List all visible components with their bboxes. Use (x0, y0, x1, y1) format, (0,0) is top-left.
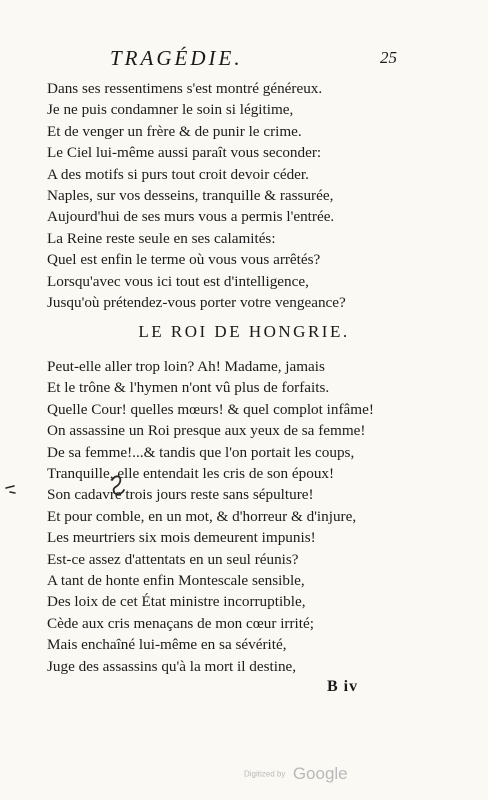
verse-line: Quel est enfin le terme où vous vous arrêtés? (47, 251, 321, 269)
verse-line: Est-ce assez d'attentats en un seul réunis? (47, 550, 299, 568)
verse-line: Des loix de cet État ministre incorruptible, (47, 593, 306, 611)
verse-line: Lorsqu'avec vous ici tout est d'intelligence, (47, 272, 309, 290)
digitized-prefix: Digitized by (244, 769, 286, 779)
verse-line: Naples, sur vos desseins, tranquille & rassurée, (47, 187, 334, 205)
digitized-watermark (244, 764, 348, 784)
verse-line: La Reine reste seule en ses calamités: (47, 229, 276, 247)
verse-line: On assassine un Roi presque aux yeux de sa femme! (47, 422, 366, 440)
verse-line: Juge des assassins qu'à la mort il destine, (47, 657, 297, 675)
verse-line: Et pour comble, en un mot, & d'horreur & d'injure, (47, 507, 357, 525)
verse-line: Son cadavre trois jours reste sans sépulture! (47, 486, 314, 504)
verse-line: A des motifs si purs tout croit devoir céder. (47, 165, 309, 183)
verse-line: Les meurtriers six mois demeurent impunis! (47, 529, 316, 547)
verse-line: De sa femme!...& tandis que l'on portait les coups, (47, 443, 355, 461)
speaker-heading: LE ROI DE HONGRIE. (138, 322, 350, 341)
ink-blot-marks (0, 470, 140, 520)
verse-line: A tant de honte enfin Montescale sensible, (47, 572, 305, 590)
page-header (0, 46, 488, 74)
google-logo: Google (292, 764, 348, 783)
verse-line: Cède aux cris menaçans de mon cœur irrité; (47, 614, 314, 632)
verse-line: Jusqu'où prétendez-vous porter votre vengeance? (47, 294, 346, 312)
page-number: 25 (380, 48, 397, 67)
verse-line: Et le trône & l'hymen n'ont vû plus de forfaits. (47, 379, 330, 397)
verse-line: Tranquille, elle entendait les cris de son époux! (47, 465, 335, 483)
verse-line: Je ne puis condamner le soin si légitime, (47, 101, 294, 119)
verse-block-1 (47, 78, 346, 313)
verse-line: Mais enchaîné lui-même en sa sévérité, (47, 636, 287, 654)
signature-mark: B iv (327, 678, 359, 695)
verse-line: Quelle Cour! quelles mœurs! & quel complot infâme! (47, 400, 374, 418)
verse-line: Dans ses ressentimens s'est montré généreux. (47, 80, 323, 97)
running-title: TRAGÉDIE. (110, 46, 243, 70)
verse-line: Peut-elle aller trop loin? Ah! Madame, jamais (47, 358, 325, 375)
verse-line: Le Ciel lui-même aussi paraît vous seconder: (47, 144, 322, 162)
verse-line: Et de venger un frère & de punir le crime. (47, 122, 302, 140)
verse-line: Aujourd'hui de ses murs vous a permis l'entrée. (47, 208, 335, 226)
